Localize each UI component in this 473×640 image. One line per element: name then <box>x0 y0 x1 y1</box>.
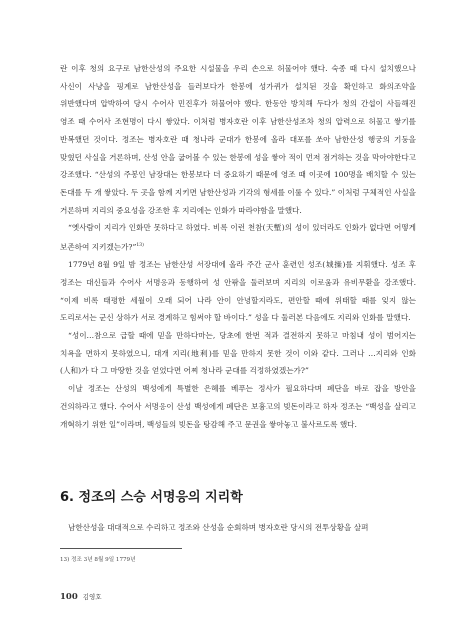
section-heading: 6. 정조의 스승 서명응의 지리학 <box>60 490 243 505</box>
paragraph-2: 1779년 8월 9일 밤 정조는 남한산성 서장대에 올라 주간 군사 훈련인 성조(城操)를 지휘했다. 성조 후 정조는 대신들과 수어사 서명응과 동행하여 성 안팎을 둘러보며 지리의 이로움과 유비무환을 강조했다. “이제 비록 태평한 세월이 오래 되어 나라 안이 안녕할지라도, 편안할 때에 위태할 때를 잊지 않는 도리로서는 군신 상하가 서로 경계하고 힘써야 할 바이다.” 성을 다 둘러본 다음에도 지리와 인화를 말했다. <box>60 260 416 323</box>
paragraph-3: 이날 정조는 산성의 백성에게 특별한 은혜를 베푸는 정사가 필요하다며 폐단을 바로 잡을 방안을 건의하라고 했다. 수어사 서명응이 산성 백성에게 폐단은 보흉고의 빚돈이라고 하자 정조는 “백성을 살리고 개혁하기 위한 일”이라며, 백성들의 빚돈을 탕감해 주고 문권을 쌓아놓고 불사르도록 했다. <box>60 384 416 429</box>
page-author: 김영호 <box>82 593 102 601</box>
quote-text-1: “옛사람이 지리가 인화만 못하다고 하였다. 비록 이런 천참(天塹)의 성이 있더라도 인화가 없다면 어떻게 보존하여 지키겠는가?” <box>60 223 416 252</box>
quote-paragraph-1 <box>60 219 416 256</box>
footnote-ref: 13) <box>136 243 144 249</box>
page-footer <box>60 592 102 602</box>
footnote: 13) 정조 3년 8월 9일 1779년 <box>60 557 136 563</box>
footnote-divider <box>60 548 182 549</box>
page-number: 100 <box>60 592 78 602</box>
body-text <box>60 60 416 433</box>
paragraph-1: 란 이후 청의 요구로 남한산성의 주요한 시설물을 우리 손으로 허물어야 했다. 숙종 때 다시 설치했으나 사신이 사냥을 핑계로 남한산성을 들러보다가 한봉에 성가퀴가 설치된 것을 확인하고 화의조약을 위반했다며 압박하여 당시 수어사 민진후가 허물어야 했다. 한동안 방치해 두다가 청의 간섭이 사들해진 영조 때 수어사 조현명이 다시 쌓았다. 이처럼 병자호란 이후 남한산성조차 청의 압력으로 허물고 쌓기를 반복했던 것이다. 정조는 병자호란 때 청나라 군대가 한봉에 올라 대포를 쏘아 남한산성 행궁의 기둥을 맞혔던 사실을 거론하며, 산성 안을 굽어볼 수 있는 한봉에 성을 쌓아 적이 먼저 점거하는 것을 막아야한다고 강조했다. “산성의 주봉인 남장대는 한봉보다 더 중요하기 때문에 영조 때 이곳에 100명을 배치할 수 있는 돈대를 두 개 쌓았다. 두 곳을 함께 지키면 남한산성과 기각의 형세를 이룰 수 있다.” 이처럼 구체적인 사실을 거론하며 지리의 중요성을 강조한 후 지리에는 인화가 따라야함을 말했다. <box>60 64 416 215</box>
quote-paragraph-2: “성이…참으로 급할 때에 믿을 만하다마는, 당초에 한번 적과 결전하지 못하고 마침내 성이 범어지는 치욕을 면하지 못하였으니, 대개 지리(地利)를 믿을 만하지 못한 것이 이와 같다. 그러나 …지리와 인화(人和)가 다 그 마땅한 것을 얻었다면 어찌 청나라 군대를 걱정하였겠는가?” <box>60 331 416 376</box>
section-first-line: 남한산성을 대대적으로 수리하고 정조와 산성을 순회하며 병자호란 당시의 전투상황을 살펴 <box>68 523 369 532</box>
